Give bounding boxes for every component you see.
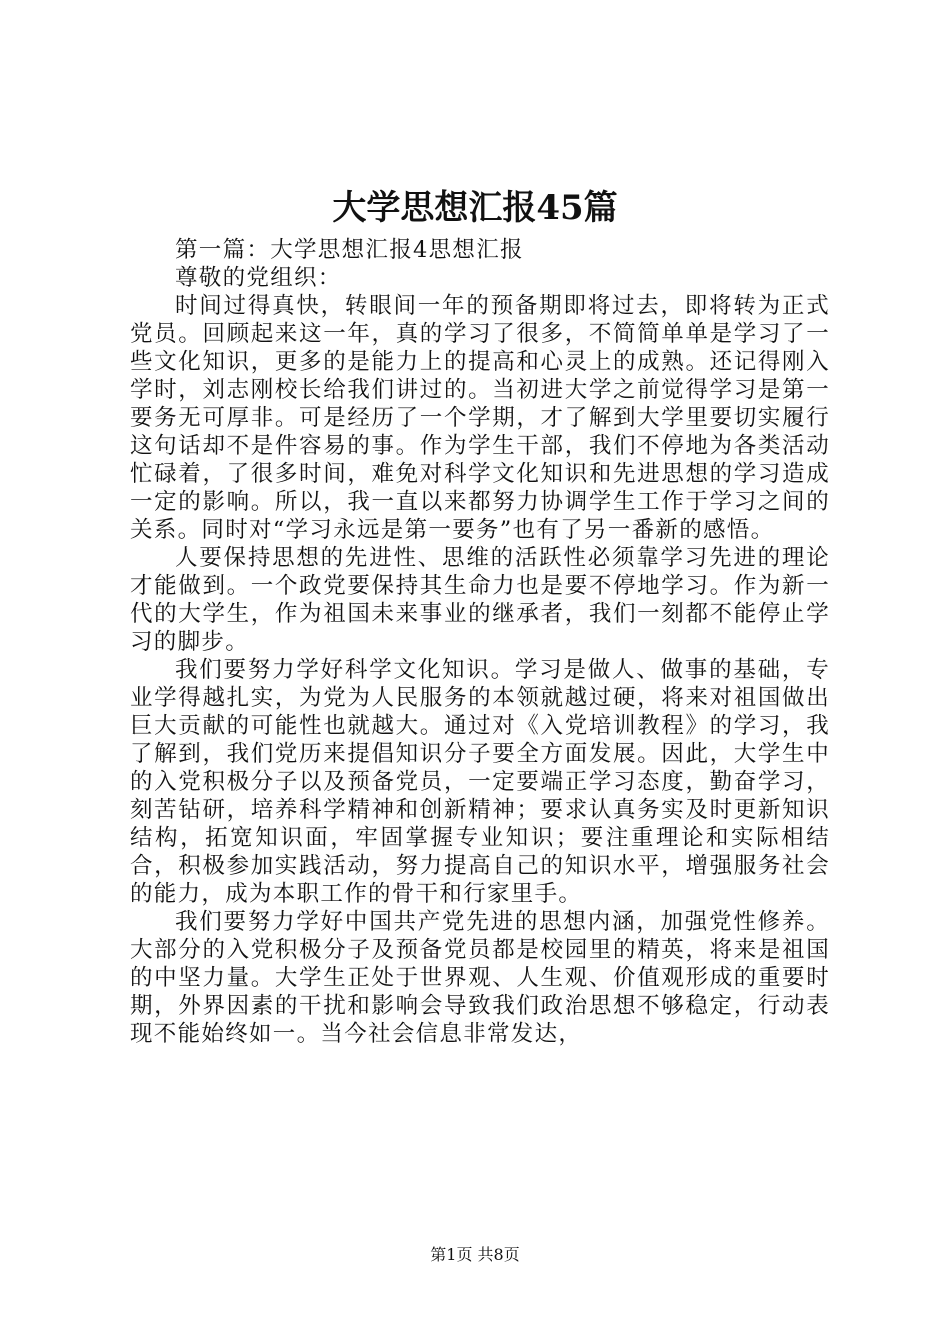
body-paragraph: 人要保持思想的先进性、思维的活跃性必须靠学习先进的理论才能做到。一个政党要保持其生命力也是要不停地学习。作为新一代的大学生，作为祖国未来事业的继承者，我们一刻都不能停止学习的脚步。: [130, 545, 830, 655]
document-body: [130, 236, 830, 1048]
page-footer: [0, 1243, 950, 1267]
page-total: 共8页: [477, 1245, 520, 1264]
body-paragraph: 时间过得真快，转眼间一年的预备期即将过去，即将转为正式党员。回顾起来这一年，真的学习了很多，不简简单单是学习了一些文化知识，更多的是能力上的提高和心灵上的成熟。还记得刚入学时，刘志刚校长给我们讲过的。当初进大学之前觉得学习是第一要务无可厚非。可是经历了一个学期，才了解到大学里要切实履行这句话却不是件容易的事。作为学生干部，我们不停地为各类活动忙碌着，了很多时间，难免对科学文化知识和先进思想的学习造成一定的影响。所以，我一直以来都努力协调学生工作于学习之间的关系。同时对“学习永远是第一要务”也有了另一番新的感悟。: [130, 293, 830, 543]
body-paragraph: 我们要努力学好中国共产党先进的思想内涵，加强党性修养。大部分的入党积极分子及预备党员都是校园里的精英，将来是祖国的中坚力量。大学生正处于世界观、人生观、价值观形成的重要时期，外界因素的干扰和影响会导致我们政治思想不够稳定，行动表现不能始终如一。当今社会信息非常发达，: [130, 909, 830, 1047]
page-number: 第1页: [430, 1245, 473, 1264]
section-heading: 第一篇：大学思想汇报4思想汇报: [175, 237, 524, 263]
body-paragraph: 我们要努力学好科学文化知识。学习是做人、做事的基础，专业学得越扎实，为党为人民服务的本领就越过硬，将来对祖国做出巨大贡献的可能性也就越大。通过对《入党培训教程》的学习，我了解到，我们党历来提倡知识分子要全方面发展。因此，大学生中的入党积极分子以及预备党员，一定要端正学习态度，勤奋学习，刻苦钻研，培养科学精神和创新精神；要求认真务实及时更新知识结构，拓宽知识面，牢固掌握专业知识；要注重理论和实际相结合，积极参加实践活动，努力提高自己的知识水平，增强服务社会的能力，成为本职工作的骨干和行家里手。: [130, 657, 830, 907]
salutation: 尊敬的党组织：: [175, 265, 342, 291]
document-title: 大学思想汇报45篇: [332, 188, 618, 228]
